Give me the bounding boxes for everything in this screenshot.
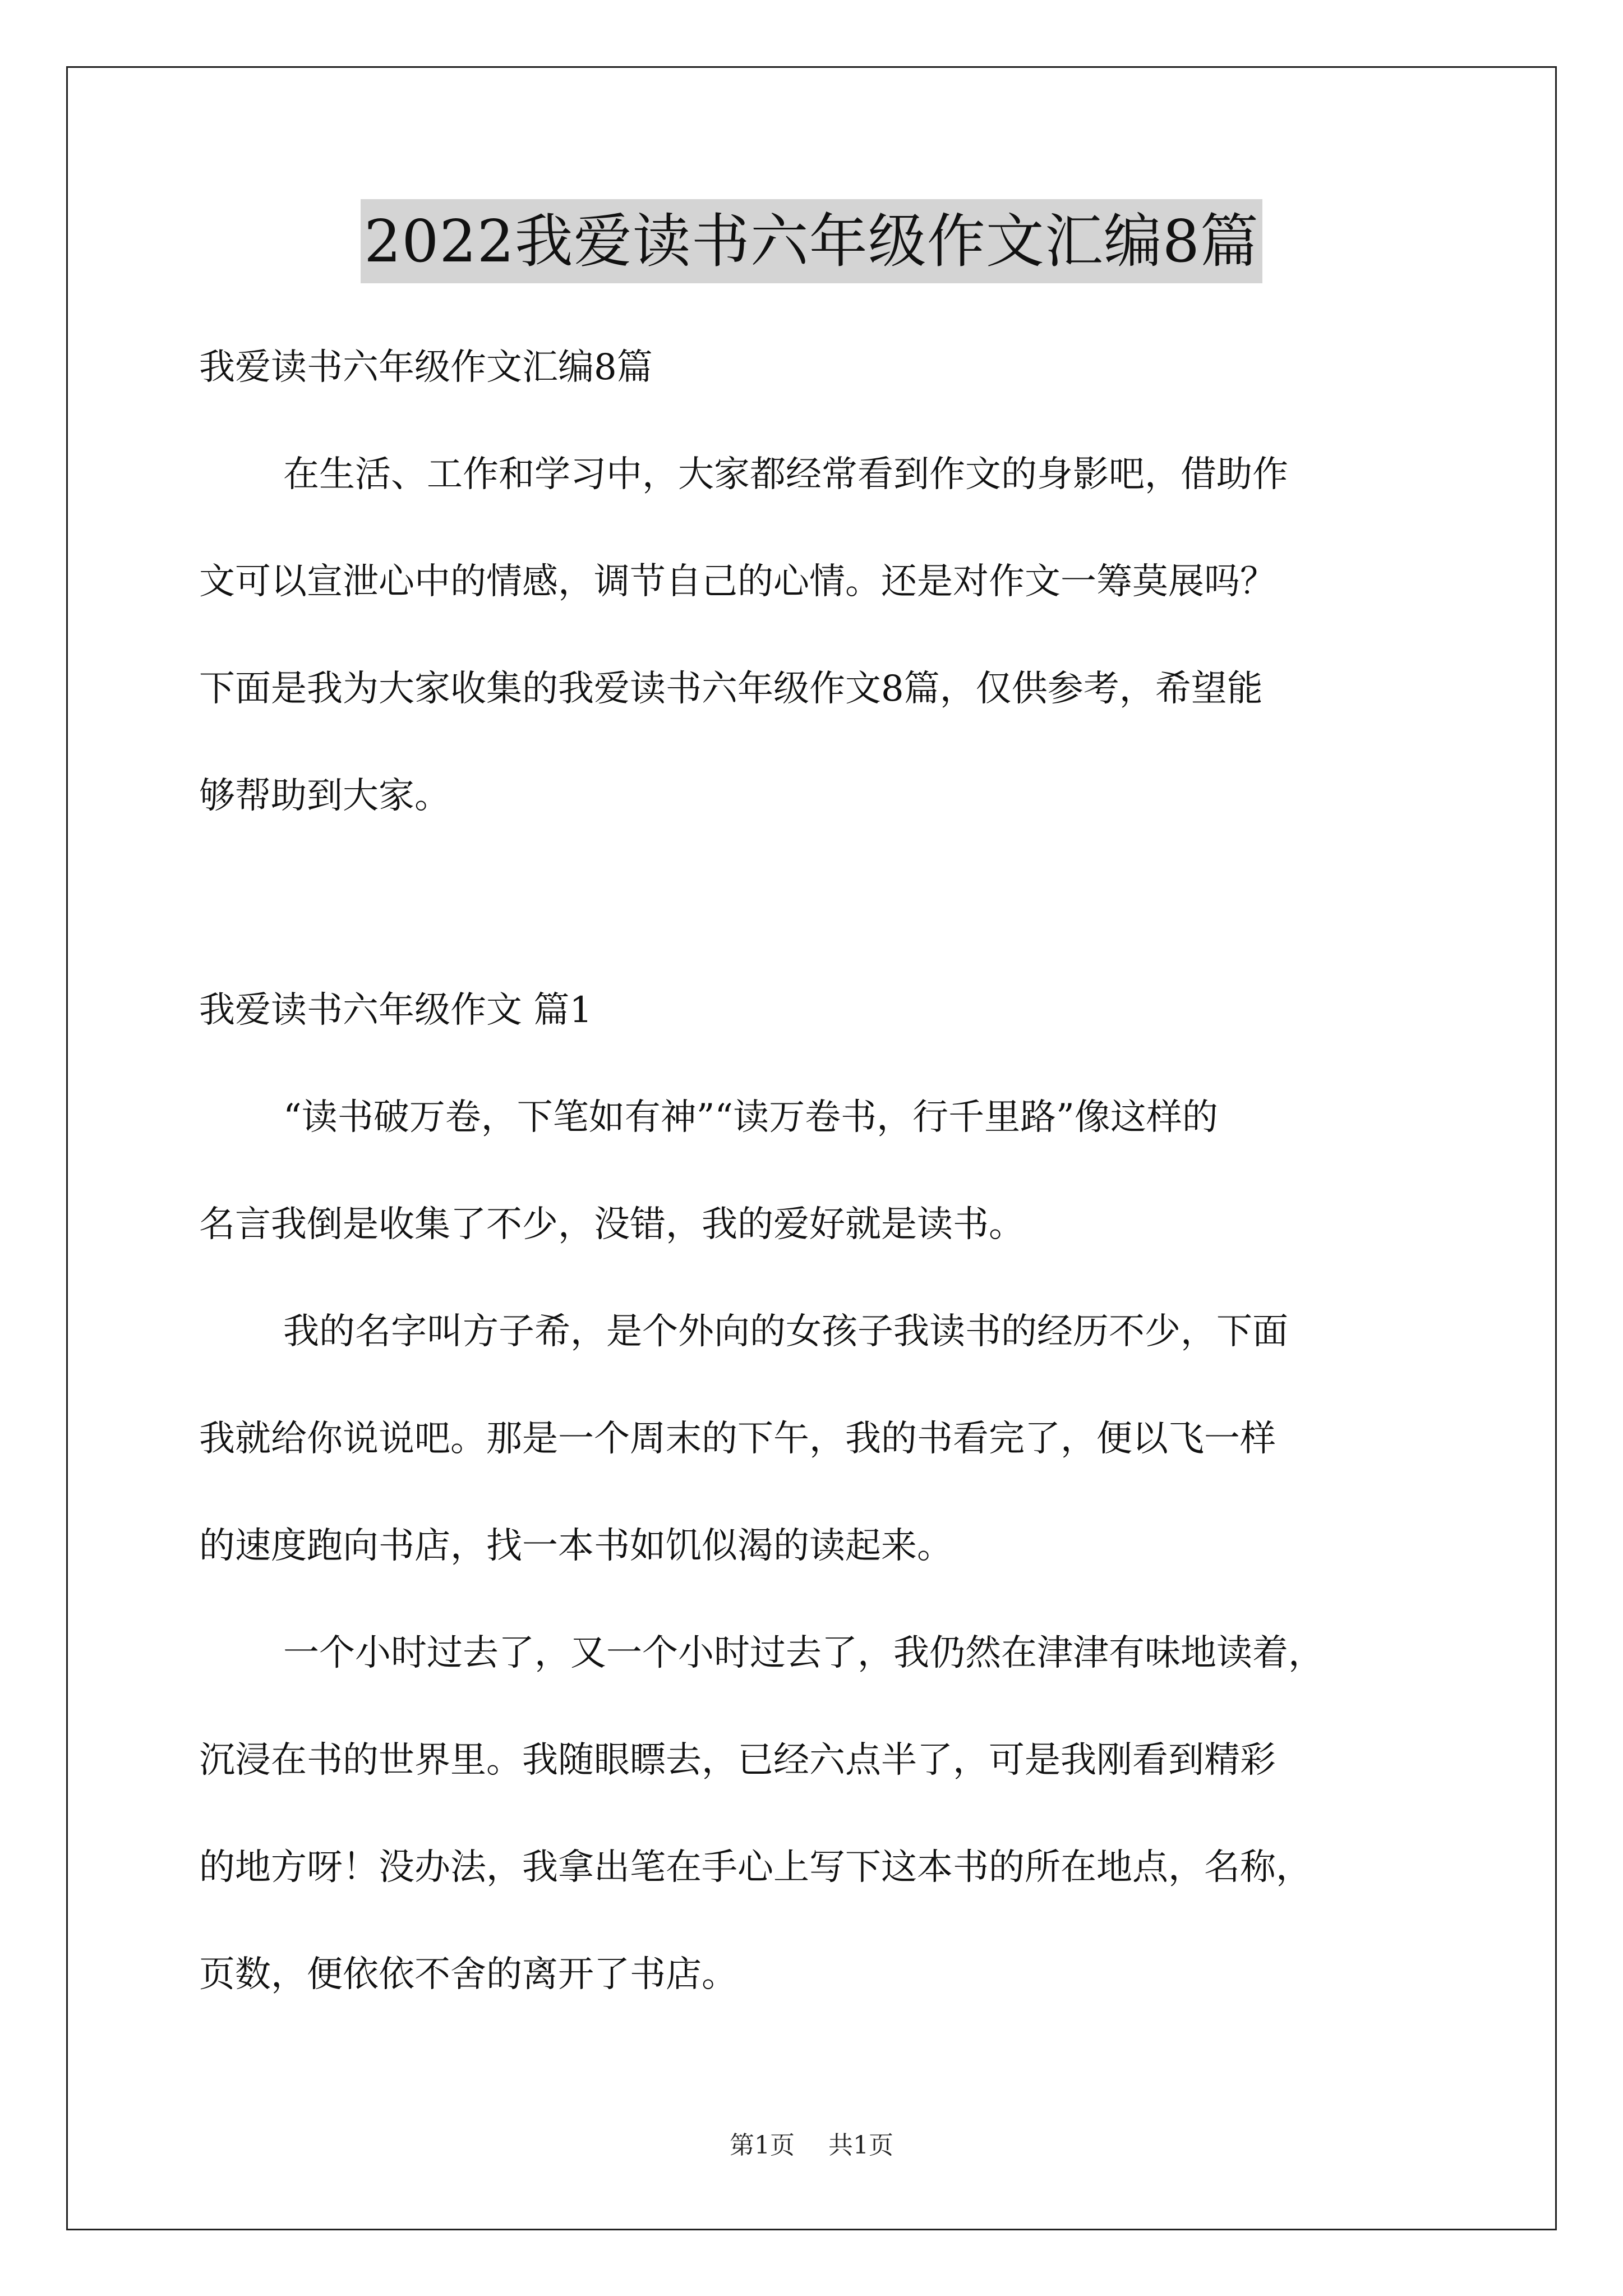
paragraph-line: 的速度跑向书店，找一本书如饥似渴的读起来。 <box>199 1525 953 1567</box>
section-gap <box>199 850 1427 957</box>
paragraph-line: 我就给你说说吧。那是一个周末的下午，我的书看完了，便以飞一样 <box>199 1418 1276 1460</box>
paragraph-line: 下面是我为大家收集的我爱读书六年级作文8篇，仅供参考，希望能 <box>199 668 1263 710</box>
paragraph-line: 页数，便依依不舍的离开了书店。 <box>199 1954 737 1995</box>
paragraph-line: 文可以宣泄心中的情感，调节自己的心情。还是对作文一筹莫展吗？ <box>199 561 1276 602</box>
title-container <box>0 199 1623 283</box>
paragraph-line: “读书破万卷，下笔如有神”“读万卷书，行千里路”像这样的 <box>283 1097 1218 1138</box>
paragraph-line: 名言我倒是收集了不少，没错，我的爱好就是读书。 <box>199 1204 1025 1245</box>
page-total: 共1页 <box>828 2131 893 2160</box>
document-body <box>199 314 1427 2028</box>
page-footer <box>0 2129 1623 2162</box>
page-number: 第1页 <box>730 2131 795 2160</box>
paragraph-line: 一个小时过去了，又一个小时过去了，我仍然在津津有味地读着， <box>283 1632 1324 1674</box>
subtitle: 我爱读书六年级作文汇编8篇 <box>199 347 653 388</box>
paragraph-line: 够帮助到大家。 <box>199 775 450 817</box>
paragraph-line: 的地方呀！没办法，我拿出笔在手心上写下这本书的所在地点，名称， <box>199 1847 1312 1888</box>
paragraph-line: 在生活、工作和学习中，大家都经常看到作文的身影吧，借助作 <box>283 454 1288 495</box>
paragraph-line: 沉浸在书的世界里。我随眼瞟去，已经六点半了，可是我刚看到精彩 <box>199 1740 1276 1781</box>
section-heading: 我爱读书六年级作文 篇1 <box>199 990 593 1031</box>
paragraph-line: 我的名字叫方子希，是个外向的女孩子我读书的经历不少，下面 <box>283 1311 1288 1352</box>
document-title: 2022我爱读书六年级作文汇编8篇 <box>361 199 1262 283</box>
